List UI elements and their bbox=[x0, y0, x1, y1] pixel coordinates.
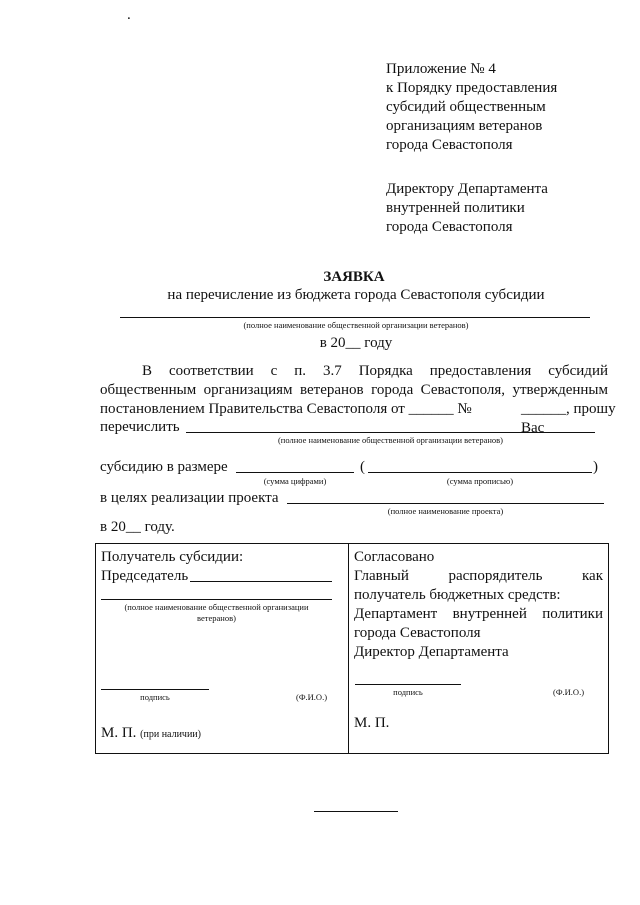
sign-line-left bbox=[101, 689, 209, 690]
approval-cell bbox=[349, 544, 609, 754]
year-bottom: в 20__ году. bbox=[100, 519, 175, 535]
document-title: ЗАЯВКА bbox=[323, 269, 385, 285]
stamp-label-left: М. П. bbox=[101, 725, 137, 741]
org-name-hint: (полное наименование общественной организации ветеранов) bbox=[243, 320, 469, 330]
org-hint-b: ветеранов) bbox=[197, 613, 236, 623]
body-line-2: общественным организациям ветеранов города Севастополя, утвержденным bbox=[100, 382, 608, 398]
project-hint: (полное наименование проекта) bbox=[387, 506, 504, 516]
approval-line-3: получатель бюджетных средств: bbox=[354, 587, 561, 603]
chairman-label: Председатель bbox=[101, 568, 189, 584]
addressee-block bbox=[386, 180, 616, 237]
appendix-line: к Порядку предоставления bbox=[386, 80, 558, 96]
sign-line-right bbox=[355, 684, 461, 685]
org-hint-a: (полное наименование общественной организации bbox=[124, 602, 309, 612]
subsidy-label: субсидию в размере bbox=[100, 459, 228, 475]
stamp-note: (при наличии) bbox=[140, 729, 201, 740]
org-name-line-2 bbox=[186, 432, 595, 433]
appendix-line: субсидий общественным bbox=[386, 99, 546, 115]
body-line-1: В соответствии с п. 3.7 Порядка предоставления субсидий bbox=[142, 363, 608, 379]
stray-dot: . bbox=[127, 7, 131, 23]
recipient-cell bbox=[96, 544, 349, 754]
appendix-line: Приложение № 4 bbox=[386, 61, 496, 77]
body-line-3b: ______, прошу Вас bbox=[521, 401, 616, 436]
sign-hint-right: подпись bbox=[393, 687, 423, 697]
stamp-area-left bbox=[101, 724, 201, 744]
approval-line-2: Главный распорядитель как bbox=[354, 568, 603, 584]
body-line-4: перечислить bbox=[100, 419, 180, 435]
sum-words-hint: (сумма прописью) bbox=[446, 476, 514, 486]
fio-hint-left: (Ф.И.О.) bbox=[296, 692, 328, 702]
signature-table bbox=[95, 543, 609, 754]
project-line bbox=[287, 503, 604, 504]
appendix-block bbox=[386, 60, 616, 155]
paren-close: ) bbox=[593, 459, 598, 475]
sum-digits-line bbox=[236, 472, 354, 473]
addressee-line: внутренней политики bbox=[386, 200, 525, 216]
org-name-line bbox=[120, 317, 590, 318]
year-line: в 20__ году bbox=[319, 335, 393, 351]
fio-hint-right: (Ф.И.О.) bbox=[553, 687, 585, 697]
approval-line-4: Департамент внутренней политики bbox=[354, 606, 603, 622]
approval-line-5: города Севастополя bbox=[354, 625, 481, 641]
stamp-label-right: М. П. bbox=[354, 715, 390, 731]
paren-open: ( bbox=[360, 459, 365, 475]
sum-digits-hint: (сумма цифрами) bbox=[263, 476, 327, 486]
approval-line-6: Директор Департамента bbox=[354, 644, 509, 660]
addressee-line: города Севастополя bbox=[386, 219, 513, 235]
project-label: в целях реализации проекта bbox=[100, 490, 279, 506]
recipient-label: Получатель субсидии: bbox=[101, 549, 244, 565]
addressee-line: Директору Департамента bbox=[386, 181, 548, 197]
org-name-hint-2: (полное наименование общественной организации ветеранов) bbox=[277, 435, 504, 445]
body-line-3a: постановлением Правительства Севастополя от ______ № bbox=[100, 401, 472, 417]
bottom-separator bbox=[314, 811, 398, 812]
sum-words-line bbox=[368, 472, 592, 473]
appendix-line: организациям ветеранов bbox=[386, 118, 543, 134]
chairman-line bbox=[190, 581, 332, 582]
appendix-line: города Севастополя bbox=[386, 137, 513, 153]
sign-hint-left: подпись bbox=[140, 692, 170, 702]
org-name-line-3 bbox=[101, 599, 332, 600]
document-subtitle: на перечисление из бюджета города Севастополя субсидии bbox=[167, 287, 545, 303]
agreed-label: Согласовано bbox=[354, 549, 435, 565]
